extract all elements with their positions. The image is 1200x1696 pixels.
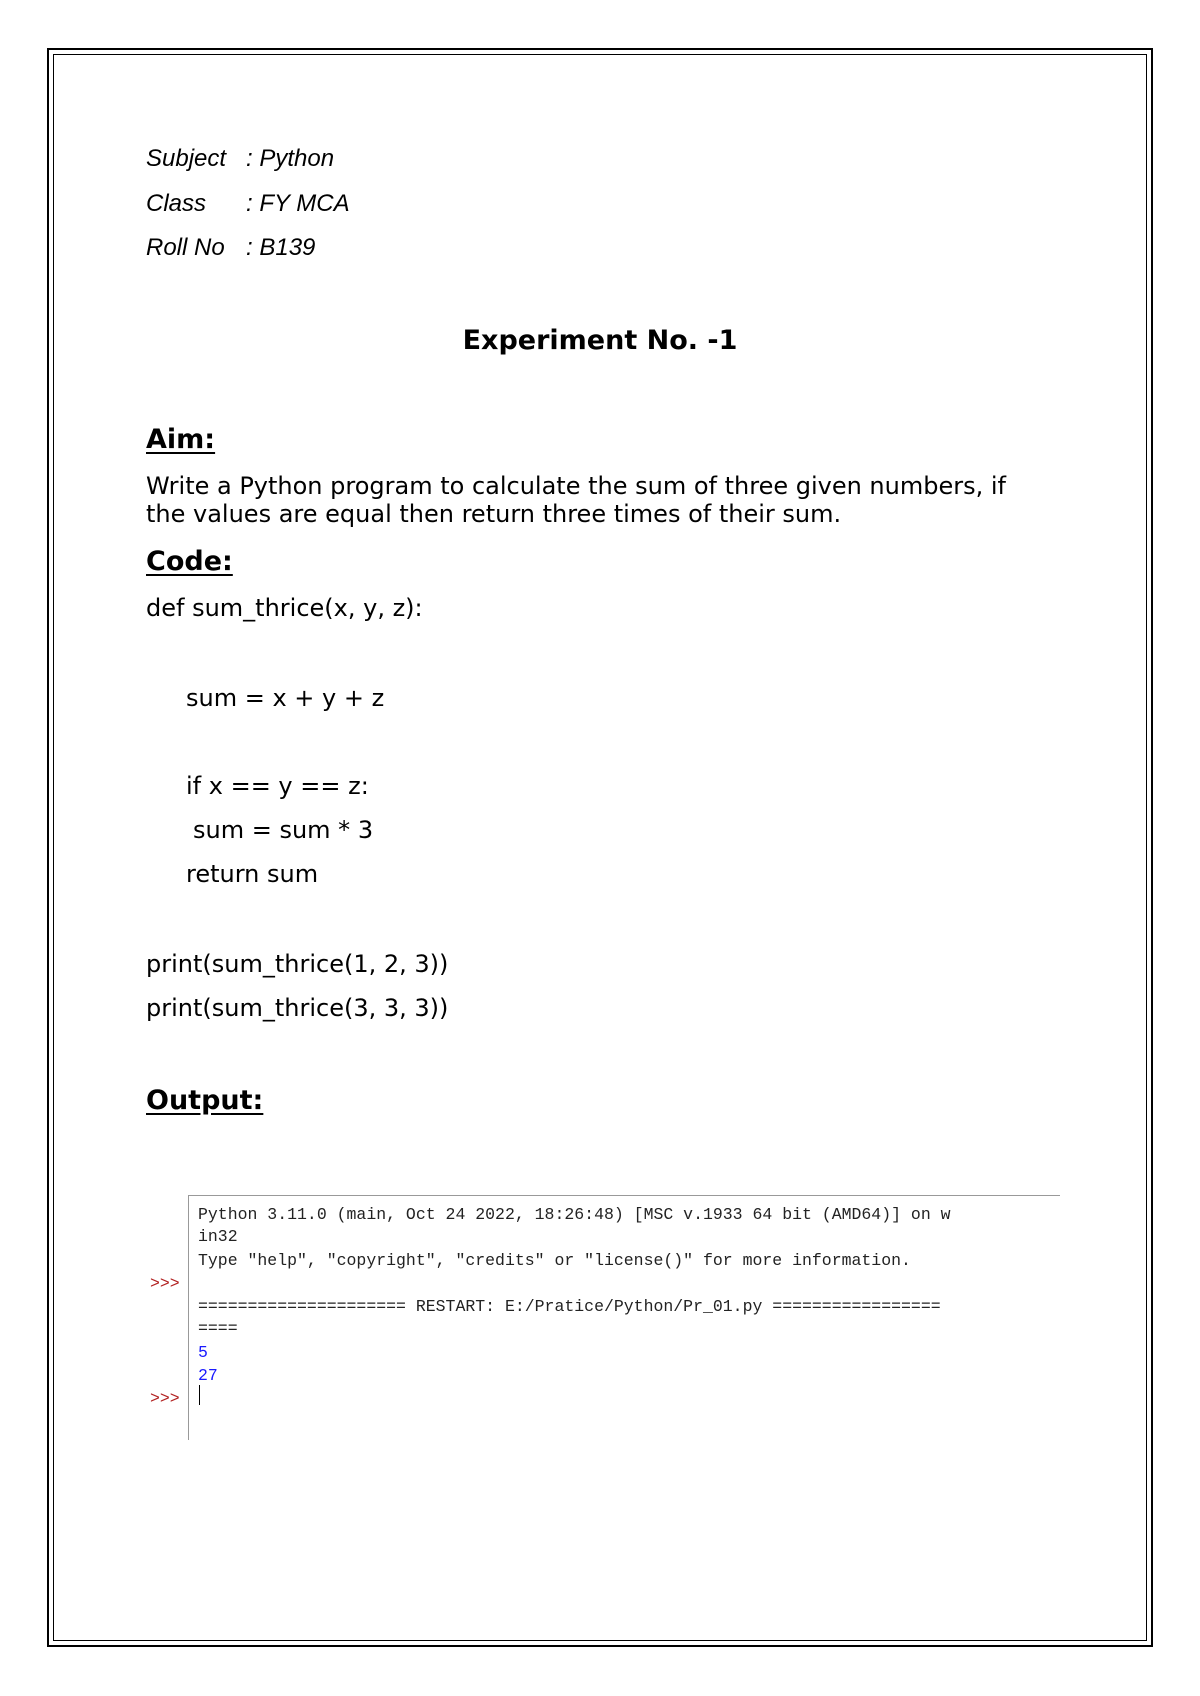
text-cursor [199,1385,200,1405]
output-heading: Output: [146,1085,264,1116]
class-line [146,190,350,218]
aim-text: Write a Python program to calculate the sum of three given numbers, if the values are equal then return three times of their sum. [146,472,1006,528]
python-shell-screenshot [146,1195,1060,1440]
class-value: : FY MCA [246,190,350,217]
code-heading: Code: [146,546,233,577]
roll-line [146,234,315,262]
code-line: if x == y == z: [186,772,369,800]
shell-line: Type "help", "copyright", "credits" or "license()" for more information. [198,1251,911,1270]
subject-value: : Python [246,145,335,172]
shell-line: ==== [198,1319,238,1338]
roll-label: Roll No [146,234,225,261]
class-label: Class [146,190,207,217]
code-line: sum = sum * 3 [193,816,374,844]
shell-output-value: 5 [198,1343,208,1362]
subject-label: Subject [146,145,227,172]
shell-prompt: >>> [150,1389,180,1408]
code-line: def sum_thrice(x, y, z): [146,594,423,622]
experiment-title: Experiment No. -1 [462,325,738,356]
shell-line: ===================== RESTART: E:/Pratice/Python/Pr_01.py ================= [198,1297,941,1316]
code-line: sum = x + y + z [186,684,385,712]
code-line: print(sum_thrice(3, 3, 3)) [146,994,449,1022]
roll-value: : B139 [246,234,316,261]
code-line: return sum [186,860,319,888]
aim-heading: Aim: [146,424,216,455]
shell-line: Python 3.11.0 (main, Oct 24 2022, 18:26:48) [MSC v.1933 64 bit (AMD64)] on w [198,1205,951,1224]
shell-line: in32 [198,1227,238,1246]
shell-prompt: >>> [150,1274,180,1293]
code-line: print(sum_thrice(1, 2, 3)) [146,950,449,978]
shell-top-border [188,1195,1060,1196]
shell-output-value: 27 [198,1366,218,1385]
subject-line [146,145,334,173]
